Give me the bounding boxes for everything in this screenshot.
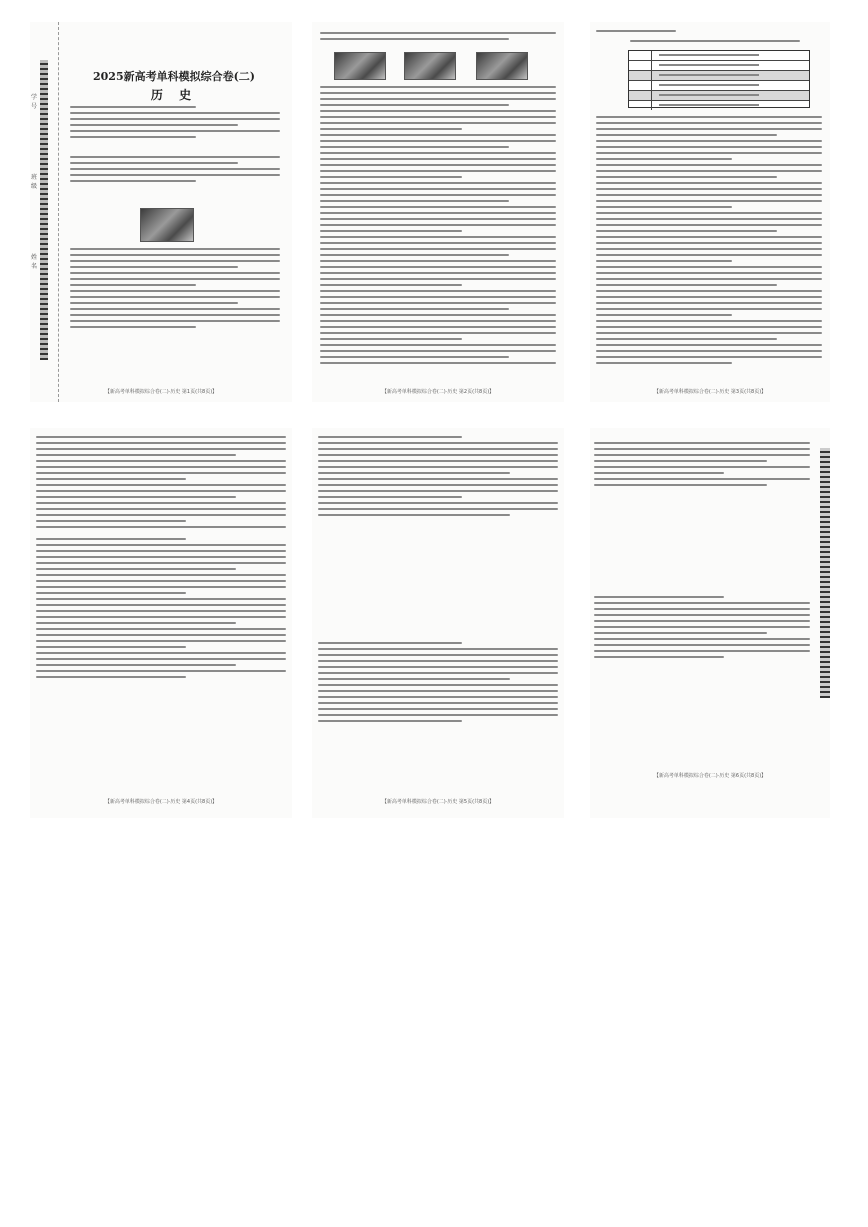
binding-label: 姓名 <box>31 254 38 270</box>
exam-page-6 <box>590 428 830 818</box>
exam-page-1 <box>30 22 292 402</box>
binding-strip <box>820 448 830 698</box>
question-photo <box>404 52 456 80</box>
binding-label: 学号 <box>31 94 38 110</box>
page-footer: 【新高考单科模拟综合卷(二)·历史 第6页(共8页)】 <box>653 773 767 779</box>
essay-question-block <box>594 596 810 662</box>
page-footer: 【新高考单科模拟综合卷(二)·历史 第2页(共8页)】 <box>381 389 495 395</box>
page-footer: 【新高考单科模拟综合卷(二)·历史 第3页(共8页)】 <box>653 389 767 395</box>
binding-margin <box>30 22 59 402</box>
question-options-block <box>36 436 286 532</box>
essay-question-block <box>36 538 286 682</box>
question-text-block <box>596 30 676 36</box>
page-footer: 【新高考单科模拟综合卷(二)·历史 第5页(共8页)】 <box>381 799 495 805</box>
table-caption <box>630 40 800 46</box>
question-text-block <box>70 156 280 186</box>
binding-label: 班级 <box>31 174 38 190</box>
exam-page-5 <box>312 428 564 818</box>
page-footer: 【新高考单科模拟综合卷(二)·历史 第1页(共8页)】 <box>104 389 218 395</box>
essay-question-block <box>318 436 558 520</box>
question-options-block <box>320 86 556 368</box>
question-photo <box>476 52 528 80</box>
exam-page-3 <box>590 22 830 402</box>
question-photo <box>140 208 194 242</box>
exam-page-2 <box>312 22 564 402</box>
essay-question-block <box>318 642 558 726</box>
exam-page-4 <box>30 428 292 818</box>
data-table <box>628 50 810 108</box>
notice-text-block <box>70 106 280 142</box>
question-options-block <box>70 248 280 332</box>
question-photo <box>334 52 386 80</box>
question-options-block <box>596 116 822 368</box>
page-footer: 【新高考单科模拟综合卷(二)·历史 第4页(共8页)】 <box>104 799 218 805</box>
essay-question-block <box>594 442 810 490</box>
binding-strip <box>40 60 48 360</box>
question-text-block <box>320 32 556 44</box>
exam-title: 2025新高考单科模拟综合卷(二) <box>92 70 256 83</box>
subject-title: 历 史 <box>150 88 198 102</box>
